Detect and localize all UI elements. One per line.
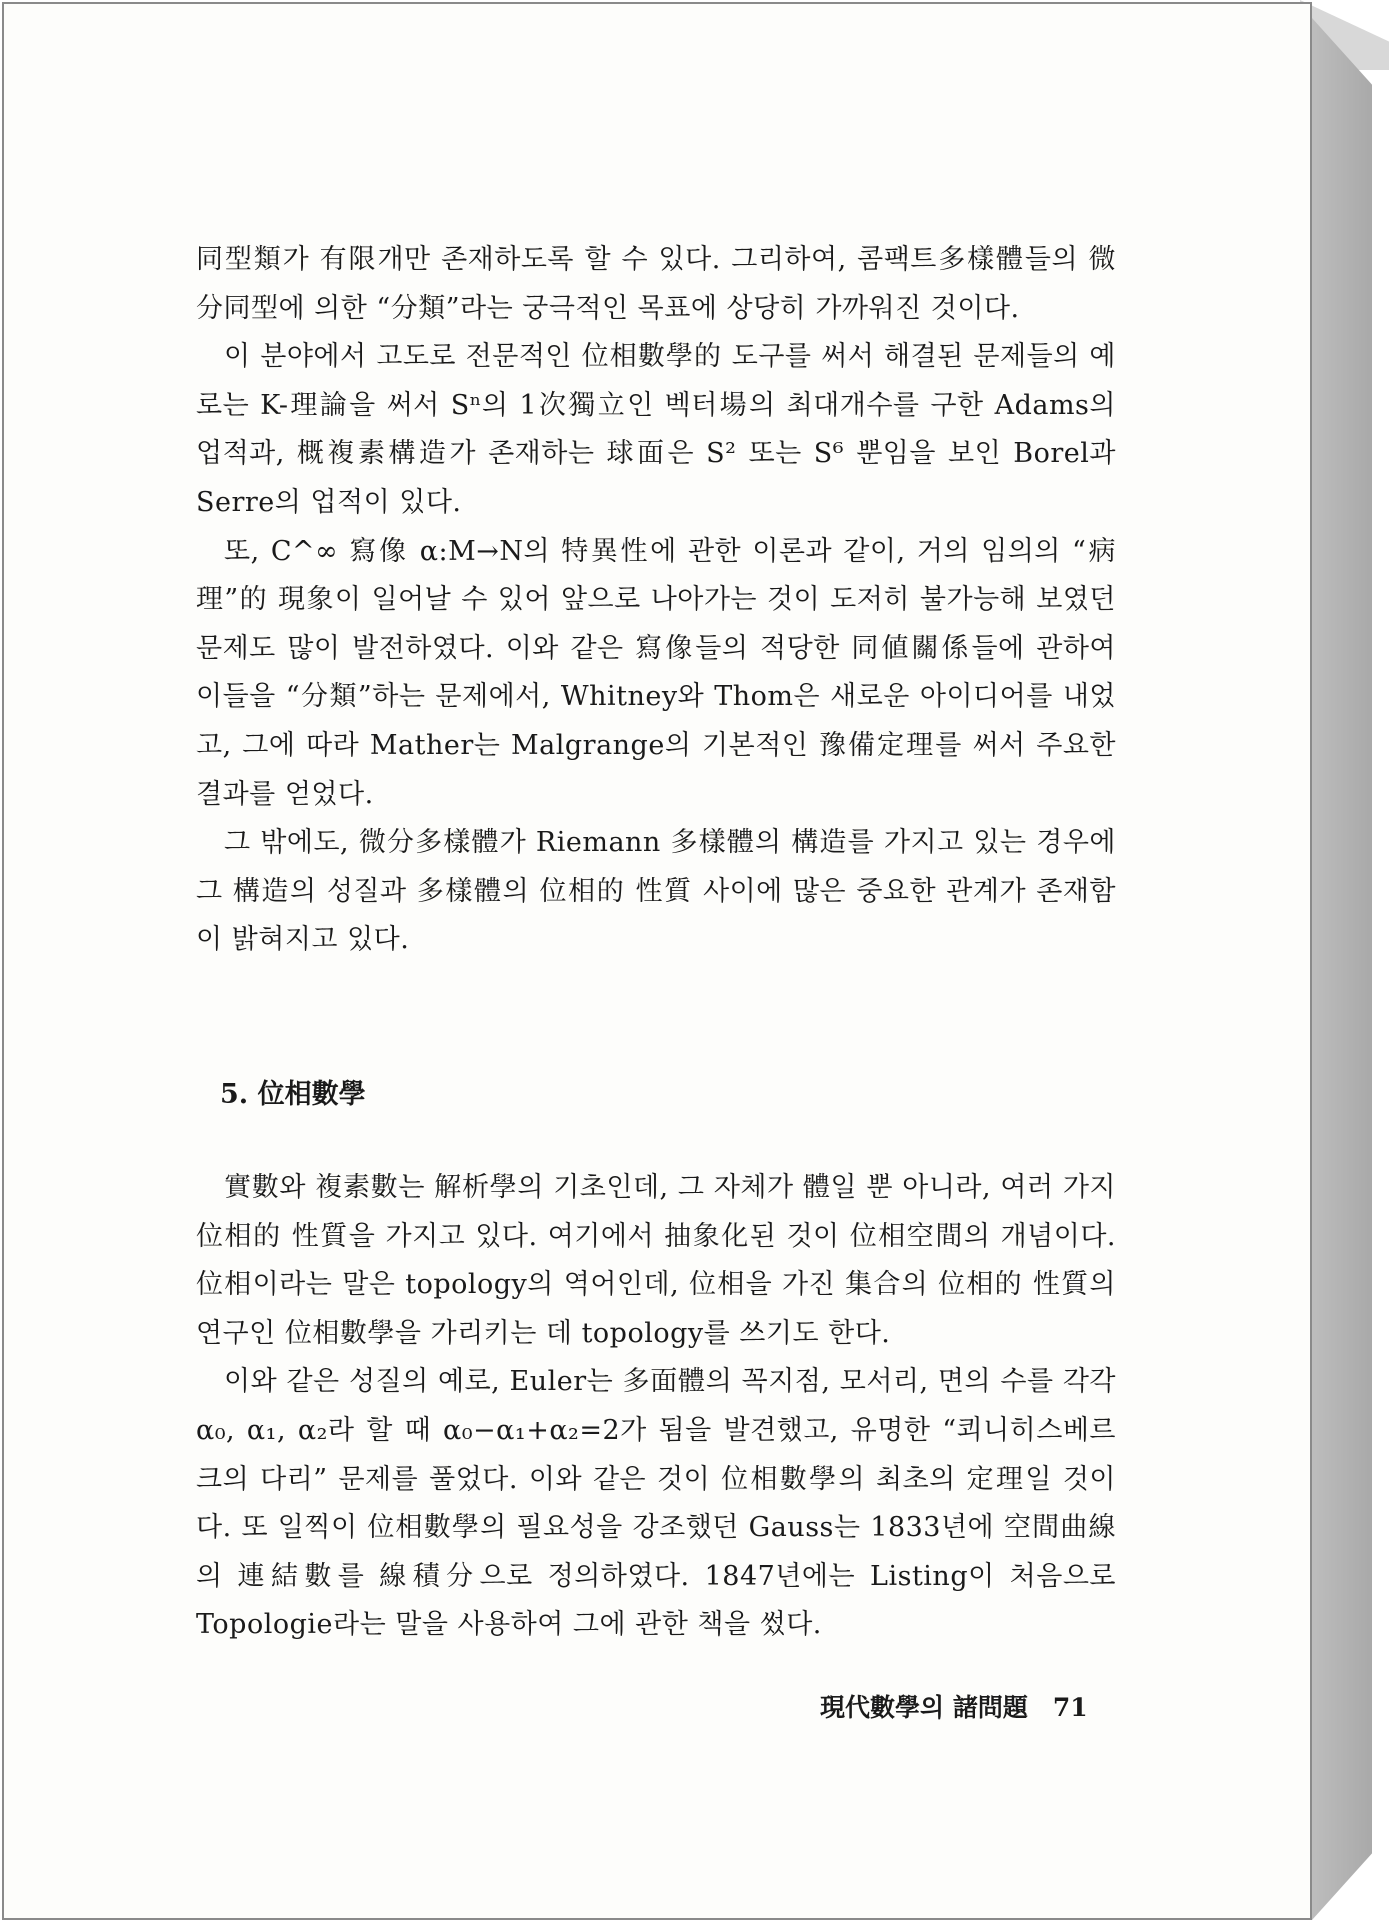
paragraph-4: 그 밖에도, 微分多樣體가 Riemann 多樣體의 構造를 가지고 있는 경우에 그 構造의 성질과 多樣體의 位相的 性質 사이에 많은 중요한 관계가 존재함이 밝혀지고 있다. [196,827,1116,956]
page-footer: 現代數學의 諸問題 71 [820,1693,1088,1722]
paragraph-1: 同型類가 有限개만 존재하도록 할 수 있다. 그리하여, 콤팩트多樣體들의 微分同型에 의한 “分類”라는 궁극적인 목표에 상당히 가까워진 것이다. [196,244,1116,324]
body-text-bottom [196,1164,1116,1650]
paragraph-6: 이와 같은 성질의 예로, Euler는 多面體의 꼭지점, 모서리, 면의 수를 각각 α₀, α₁, α₂라 할 때 α₀−α₁+α₂=2가 됨을 발견했고, 유명한 “쾨니히스베르크의 다리” 문제를 풀었다. 이와 같은 것이 位相數學의 최초의 定理일 것이다. 또 일찍이 位相數學의 필요성을 강조했던 Gauss는 1833년에 空間曲線의 連結數를 線積分으로 정의하였다. 1847년에는 Listing이 처음으로 Topologie라는 말을 사용하여 그에 관한 책을 썼다. [196,1366,1116,1641]
paragraph-2: 이 분야에서 고도로 전문적인 位相數學的 도구를 써서 해결된 문제들의 예로는 K-理論을 써서 Sⁿ의 1次獨立인 벡터場의 최대개수를 구한 Adams의 업적과, 概複素構造가 존재하는 球面은 S² 또는 S⁶ 뿐임을 보인 Borel과 Serre의 업적이 있다. [196,341,1116,518]
paragraph-5: 實數와 複素數는 解析學의 기초인데, 그 자체가 體일 뿐 아니라, 여러 가지 位相的 性質을 가지고 있다. 여기에서 抽象化된 것이 位相空間의 개념이다. 位相이라는 말은 topology의 역어인데, 位相을 가진 集合의 位相的 性質의 연구인 位相數學을 가리키는 데 topology를 쓰기도 한다. [196,1172,1116,1349]
body-text-top [196,236,1116,965]
paragraph-3: 또, C^∞ 寫像 α:M→N의 特異性에 관한 이론과 같이, 거의 임의의 “病理”的 現象이 일어날 수 있어 앞으로 나아가는 것이 도저히 불가능해 보였던 문제도 많이 발전하였다. 이와 같은 寫像들의 적당한 同値關係들에 관하여 이들을 “分類”하는 문제에서, Whitney와 Thom은 새로운 아이디어를 내었고, 그에 따라 Mather는 Malgrange의 기본적인 豫備定理를 써서 주요한 결과를 얻었다. [196,535,1116,810]
page-stack-edge [1312,18,1372,1920]
section-title: 5. 位相數學 [220,1079,366,1110]
